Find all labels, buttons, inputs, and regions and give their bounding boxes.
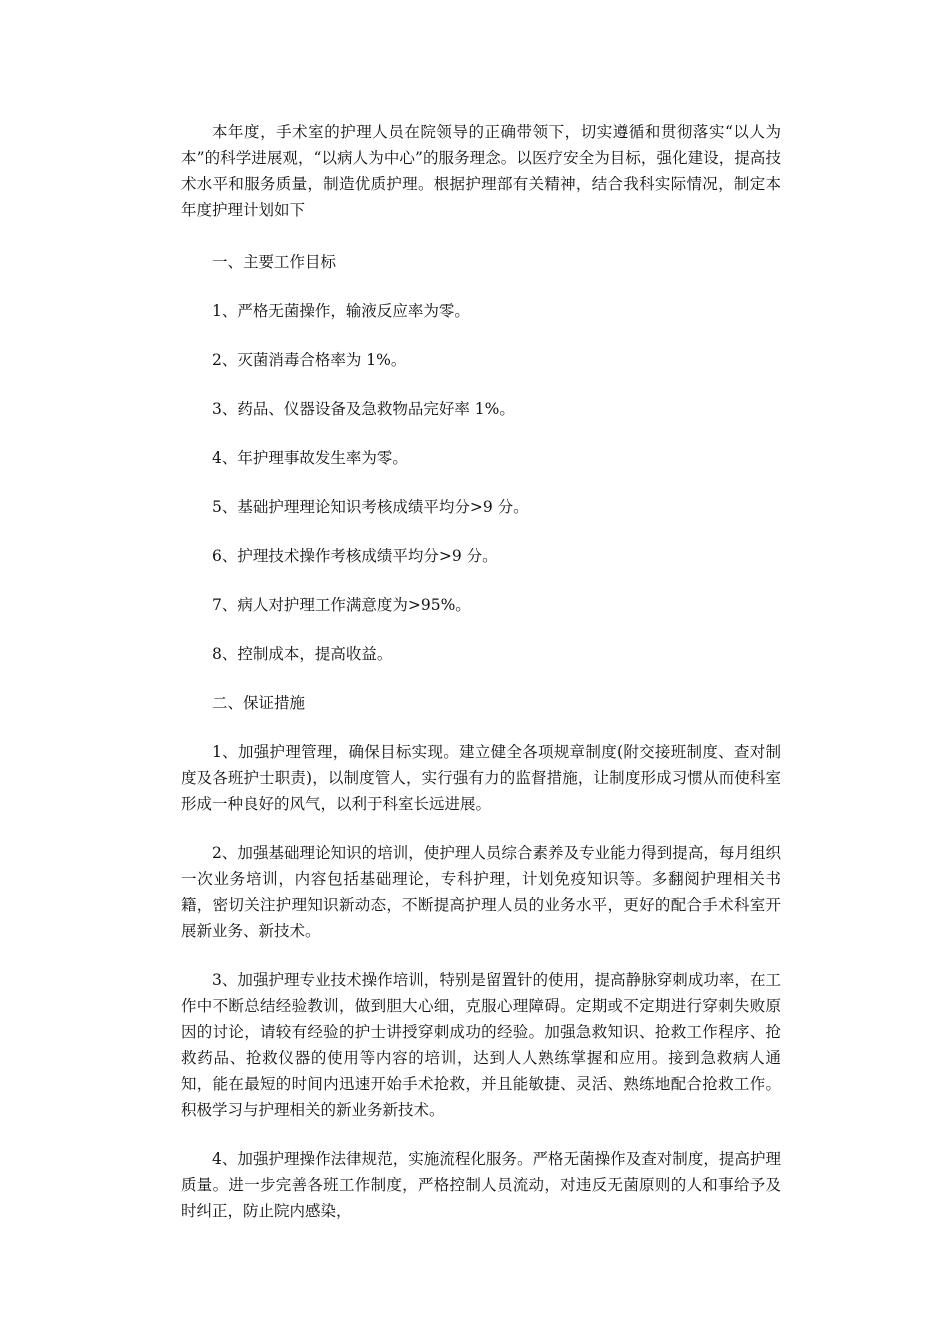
- goal-item: 2、灭菌消毒合格率为 1%。: [212, 351, 407, 369]
- document-page: [181, 119, 781, 1224]
- measure-paragraph: 3、加强护理专业技术操作培训，特别是留置针的使用，提高静脉穿刺成功率，在工作中不断总结经验教训，做到胆大心细，克服心理障碍。定期或不定期进行穿刺失败原因的讨论，请较有经验的护士讲授穿刺成功的经验。加强急救知识、抢救工作程序、抢救药品、抢救仪器的使用等内容的培训，达到人人熟练掌握和应用。接到急救病人通知，能在最短的时间内迅速开始手术抢救，并且能敏捷、灵活、熟练地配合抢救工作。积极学习与护理相关的新业务新技术。: [181, 971, 781, 1119]
- goal-item: 4、年护理事故发生率为零。: [212, 449, 408, 467]
- goal-item: 3、药品、仪器设备及急救物品完好率 1%。: [212, 400, 515, 418]
- goal-item: 8、控制成本，提高收益。: [212, 645, 393, 663]
- section-heading-measures: 二、保证措施: [212, 694, 306, 712]
- measure-paragraph: 4、加强护理操作法律规范，实施流程化服务。严格无菌操作及查对制度，提高护理质量。进一步完善各班工作制度，严格控制人员流动，对违反无菌原则的人和事给予及时纠正，防止院内感染，: [181, 1150, 781, 1220]
- goal-item: 5、基础护理理论知识考核成绩平均分>9 分。: [212, 498, 529, 516]
- intro-paragraph: 本年度，手术室的护理人员在院领导的正确带领下，切实遵循和贯彻落实“以人为本”的科学进展观，“以病人为中心”的服务理念。以医疗安全为目标，强化建设，提高技术水平和服务质量，制造优质护理。根据护理部有关精神，结合我科实际情况，制定本年度护理计划如下: [181, 123, 781, 219]
- goal-item: 6、护理技术操作考核成绩平均分>9 分。: [212, 547, 498, 565]
- goal-item: 7、病人对护理工作满意度为>95%。: [212, 596, 471, 614]
- measure-paragraph: 2、加强基础理论知识的培训，使护理人员综合素养及专业能力得到提高，每月组织一次业务培训，内容包括基础理论，专科护理，计划免疫知识等。多翻阅护理相关书籍，密切关注护理知识新动态，不断提高护理人员的业务水平，更好的配合手术科室开展新业务、新技术。: [181, 844, 781, 940]
- measure-paragraph: 1、加强护理管理，确保目标实现。建立健全各项规章制度(附交接班制度、查对制度及各班护士职责)，以制度管人，实行强有力的监督措施，让制度形成习惯从而使科室形成一种良好的风气，以利于科室长远进展。: [181, 743, 781, 813]
- section-heading-goals: 一、主要工作目标: [212, 253, 337, 271]
- goal-item: 1、严格无菌操作，输液反应率为零。: [212, 302, 470, 320]
